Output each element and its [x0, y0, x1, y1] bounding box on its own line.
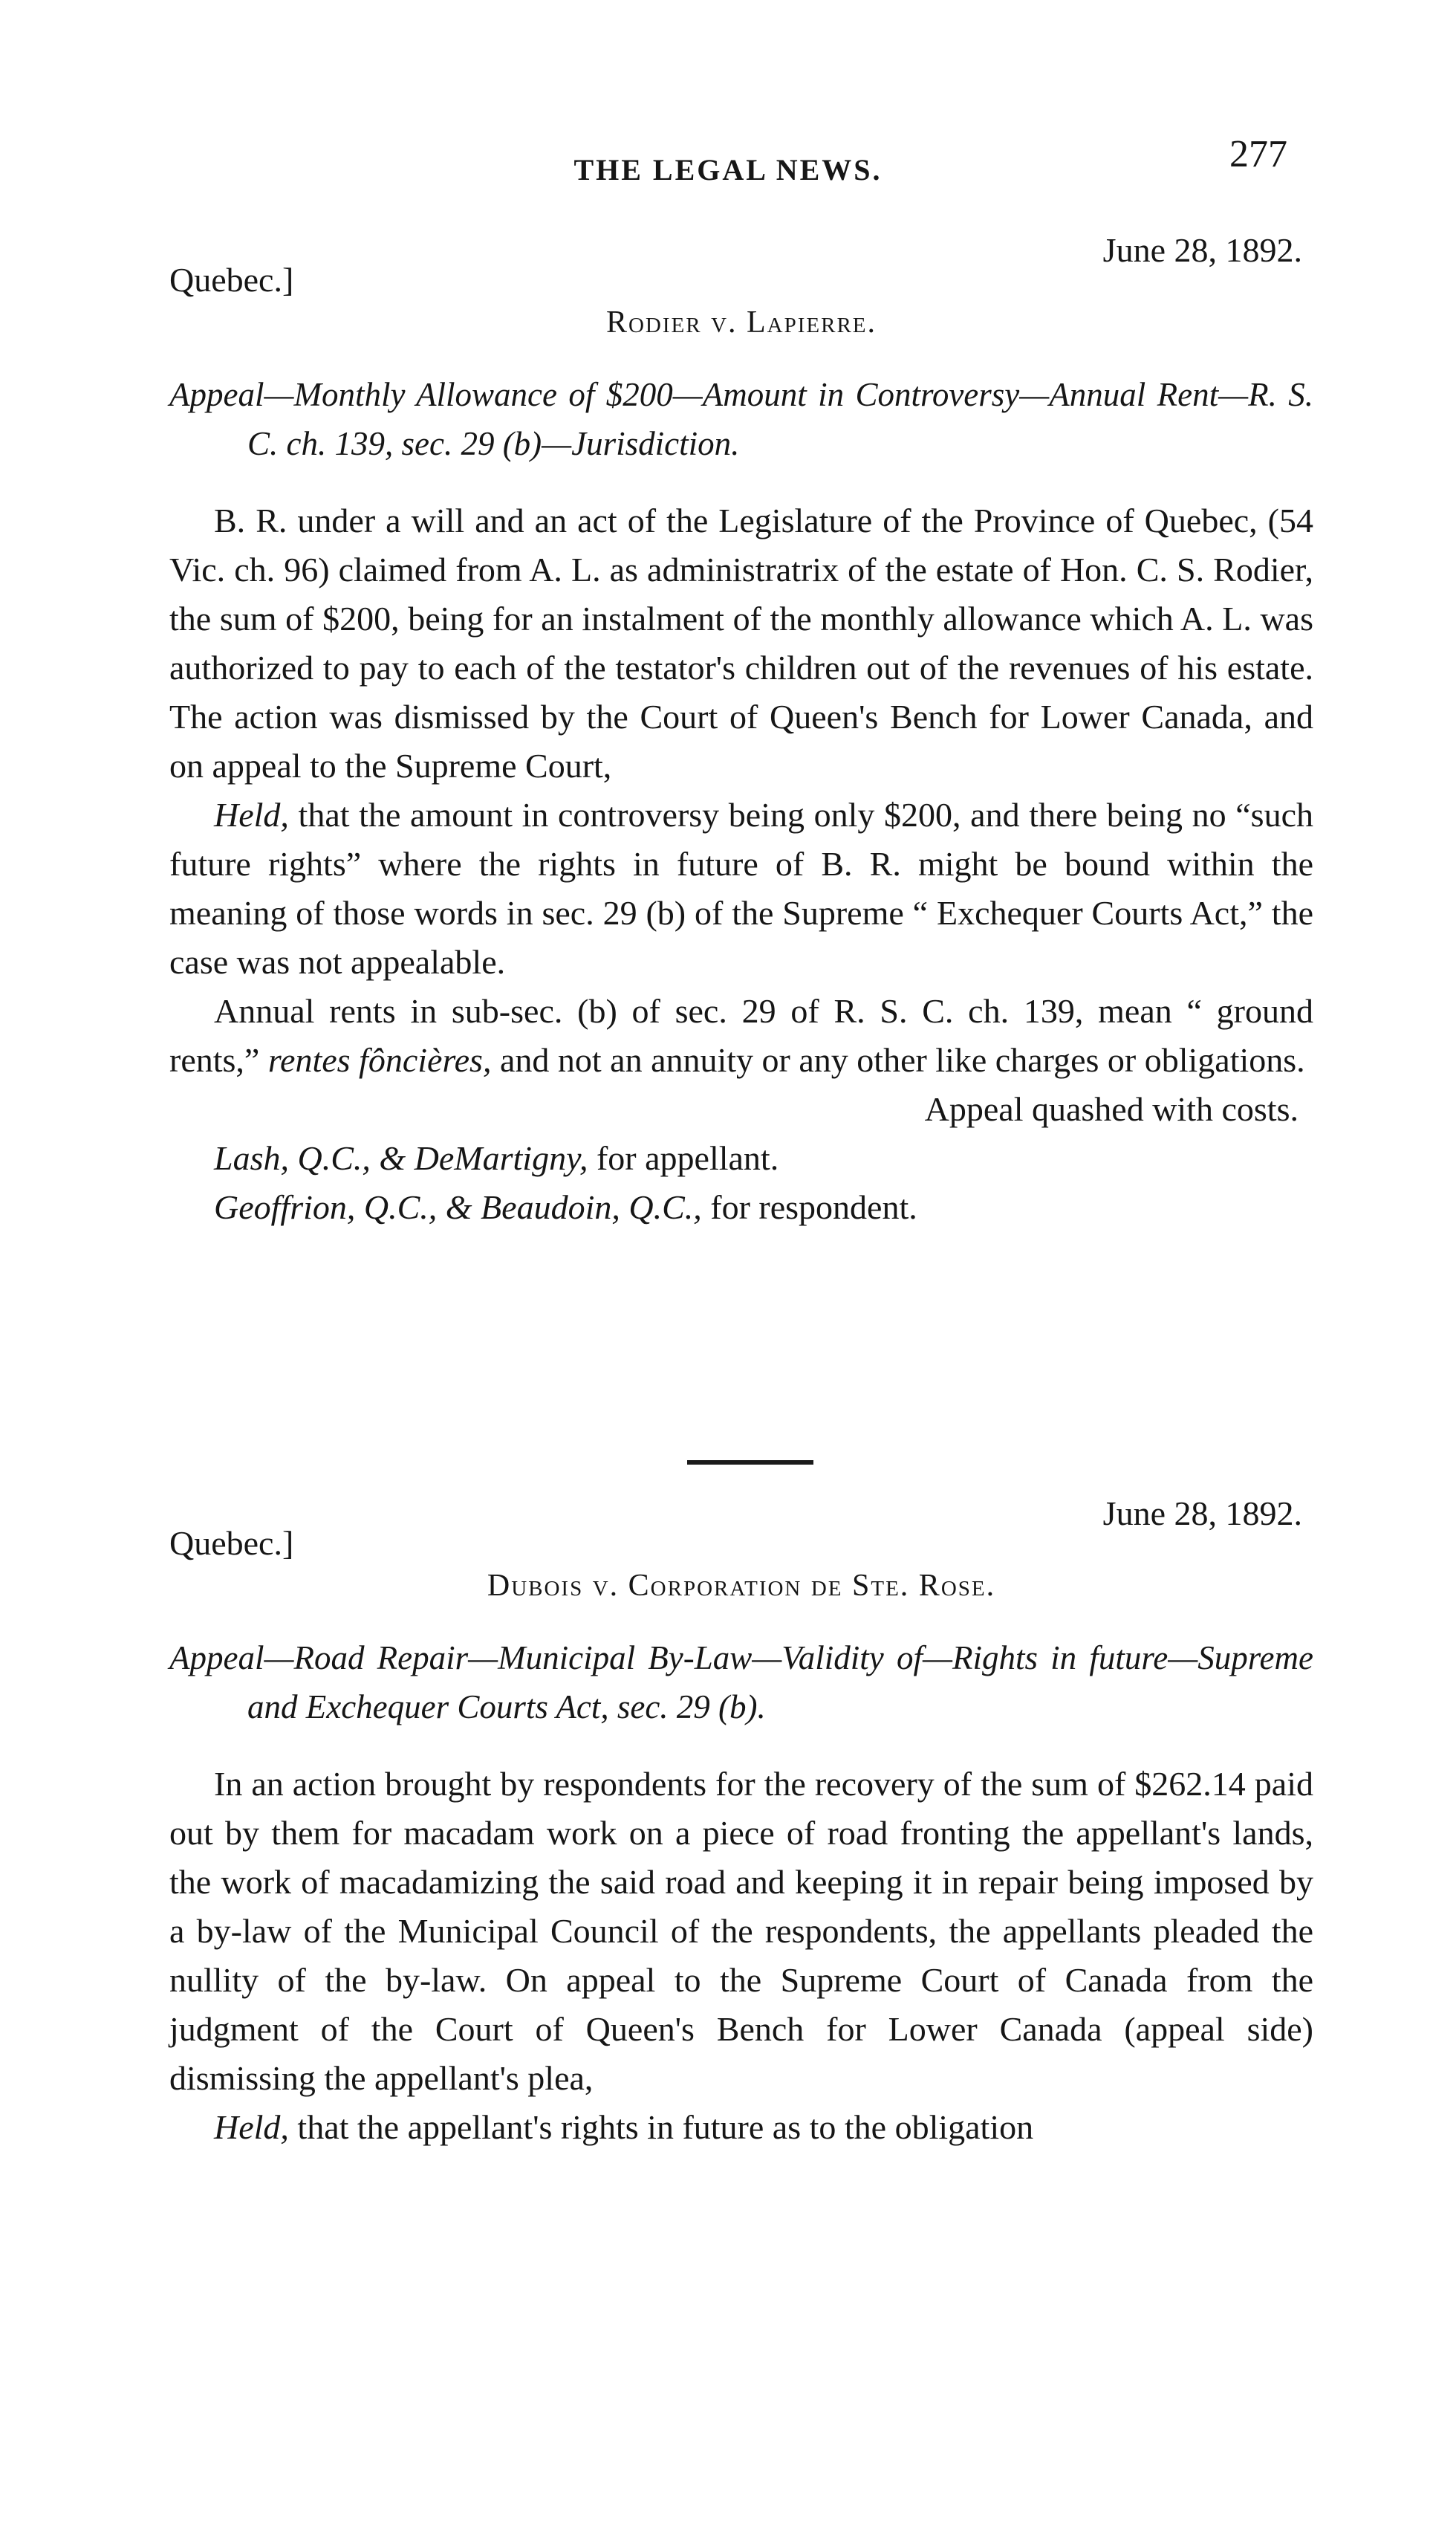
- case-headnote: Appeal—Road Repair—Municipal By-Law—Validity of—Rights in future—Supreme and Exchequer Courts Act, sec. 29 (b).: [169, 1639, 1313, 1725]
- case-paragraph: B. R. under a will and an act of the Legislature of the Province of Quebec, (54 Vic. ch. 96) claimed from A. L. as administratrix of the estate of Hon. C. S. Rodier, the sum of $200, being for an instalment of the monthly allowance which A. L. was authorized to pay to each of the testator's children out of the revenues of his estate. The action was dismissed by the Court of Queen's Bench for Lower Canada, and on appeal to the Supreme Court,: [169, 502, 1313, 785]
- counsel-line: [169, 1134, 1313, 1183]
- paragraph-text-after: and not an annuity or any other like charges or obligations.: [491, 1041, 1305, 1079]
- case-paragraph: [169, 2103, 1313, 2152]
- case-title: Dubois v. Corporation de Ste. Rose.: [487, 1569, 996, 1603]
- case-paragraph: [169, 987, 1313, 1085]
- case-dubois-v-corporation: [169, 1494, 1313, 2152]
- counsel-names: Lash, Q.C., & DeMartigny,: [214, 1139, 588, 1177]
- counsel-role: for respondent.: [701, 1188, 917, 1226]
- court-label: Quebec.]: [169, 1524, 294, 1562]
- paragraph-emphasis: rentes fôncières,: [267, 1041, 492, 1079]
- page-number: 277: [1229, 133, 1287, 175]
- case-title: Rodier v. Lapierre.: [605, 305, 877, 340]
- running-head: THE LEGAL NEWS.: [573, 153, 883, 187]
- case-rodier-v-lapierre: [169, 230, 1313, 1232]
- held-lead: Held,: [214, 796, 289, 834]
- case-paragraph: [169, 791, 1313, 987]
- held-text: that the amount in controversy being only $200, and there being no “such future rights” where the rights in future of B. R. might be bound within the meaning of those words in sec. 29 (b) of the Supreme “ Exchequer Courts Act,” the case was not appealable.: [169, 796, 1313, 981]
- section-divider: [687, 1460, 813, 1465]
- held-lead: Held,: [214, 2108, 289, 2146]
- case-header-row: [169, 1494, 1313, 1560]
- case-headnote: Appeal—Monthly Allowance of $200—Amount in Controversy—Annual Rent—R. S. C. ch. 139, sec. 29 (b)—Jurisdiction.: [169, 376, 1313, 462]
- counsel-line: [169, 1183, 1313, 1232]
- decision-date: June 28, 1892.: [1102, 231, 1302, 269]
- counsel-names: Geoffrion, Q.C., & Beaudoin, Q.C.,: [214, 1188, 702, 1226]
- court-label: Quebec.]: [169, 261, 294, 299]
- held-text: that the appellant's rights in future as to the obligation: [288, 2108, 1034, 2146]
- decision-date: June 28, 1892.: [1102, 1494, 1302, 1532]
- case-header-row: [169, 230, 1313, 297]
- counsel-role: for appellant.: [588, 1139, 779, 1177]
- disposition: Appeal quashed with costs.: [924, 1090, 1299, 1128]
- case-paragraph: In an action brought by respondents for the recovery of the sum of $262.14 paid out by them for macadam work on a piece of road fronting the appellant's lands, the work of macadamizing the said road and keeping it in repair being imposed by a by-law of the Municipal Council of the respondents, the appellants pleaded the nullity of the by-law. On appeal to the Supreme Court of Canada from the judgment of the Court of Queen's Bench for Lower Canada (appeal side) dismissing the appellant's plea,: [169, 1765, 1313, 2097]
- paragraph-text-before: Annual rents in sub-sec. (b) of sec. 29 of R. S. C. ch. 139, mean “ ground rents,”: [169, 992, 1313, 1079]
